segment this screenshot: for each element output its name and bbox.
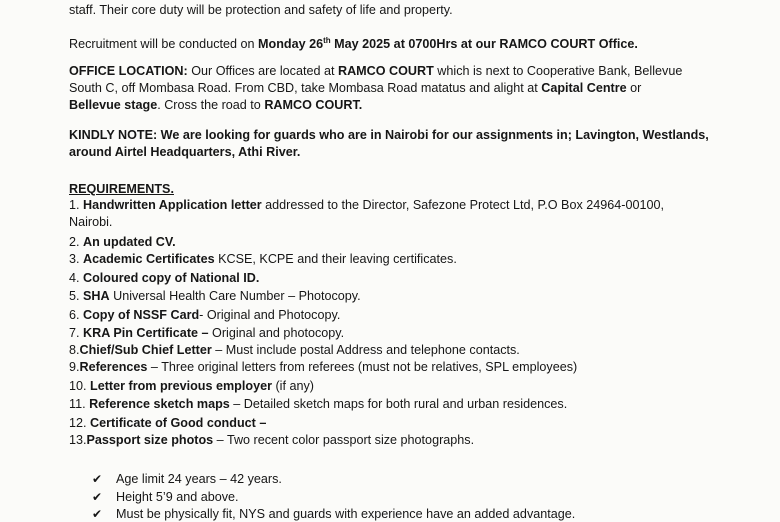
requirement-item: 12. Certificate of Good conduct – xyxy=(69,416,267,430)
kindly-note-line-2: around Airtel Headquarters, Athi River. xyxy=(69,145,301,159)
requirement-item-continuation: Nairobi. xyxy=(69,215,113,229)
checkmark-icon: ✔ xyxy=(92,490,103,504)
checkmark-icon: ✔ xyxy=(92,472,103,486)
requirement-item: 5. SHA Universal Health Care Number – Photocopy. xyxy=(69,289,361,303)
requirement-item: 1. Handwritten Application letter addressed to the Director, Safezone Protect Ltd, P.O Box 24964-00100, xyxy=(69,198,664,212)
condition-age-limit: Age limit 24 years – 42 years. xyxy=(116,472,282,486)
requirement-item: 3. Academic Certificates KCSE, KCPE and their leaving certificates. xyxy=(69,252,457,266)
requirement-item: 4. Coloured copy of National ID. xyxy=(69,271,260,285)
condition-fitness: Must be physically fit, NYS and guards with experience have an added advantage. xyxy=(116,507,576,521)
checkmark-icon: ✔ xyxy=(92,507,103,521)
requirement-item: 7. KRA Pin Certificate – Original and photocopy. xyxy=(69,326,345,340)
requirement-item: 10. Letter from previous employer (if any) xyxy=(69,379,314,393)
requirement-item: 9.References – Three original letters from referees (must not be relatives, SPL employees) xyxy=(69,360,578,374)
requirement-item: 8.Chief/Sub Chief Letter – Must include postal Address and telephone contacts. xyxy=(69,343,520,357)
office-location-line-3: Bellevue stage. Cross the road to RAMCO COURT. xyxy=(69,98,363,112)
requirements-heading: REQUIREMENTS. xyxy=(69,182,174,196)
condition-height: Height 5’9 and above. xyxy=(116,490,239,504)
office-location-line-1: OFFICE LOCATION: Our Offices are located at RAMCO COURT which is next to Cooperative Bank, Bellevue xyxy=(69,64,683,78)
requirement-item: 11. Reference sketch maps – Detailed sketch maps for both rural and urban residences. xyxy=(69,397,568,411)
requirement-item: 13.Passport size photos – Two recent color passport size photographs. xyxy=(69,433,475,447)
kindly-note-line-1: KINDLY NOTE: We are looking for guards who are in Nairobi for our assignments in; Lavington, Westlands, xyxy=(69,128,709,142)
requirement-item: 2. An updated CV. xyxy=(69,235,176,249)
office-location-line-2: South C, off Mombasa Road. From CBD, take Mombasa Road matatus and alight at Capital Centre or xyxy=(69,81,642,95)
requirement-item: 6. Copy of NSSF Card- Original and Photocopy. xyxy=(69,308,341,322)
recruitment-date-line: Recruitment will be conducted on Monday 26th May 2025 at 0700Hrs at our RAMCO COURT Office. xyxy=(69,36,638,52)
intro-line: staff. Their core duty will be protection and safety of life and property. xyxy=(69,3,453,17)
